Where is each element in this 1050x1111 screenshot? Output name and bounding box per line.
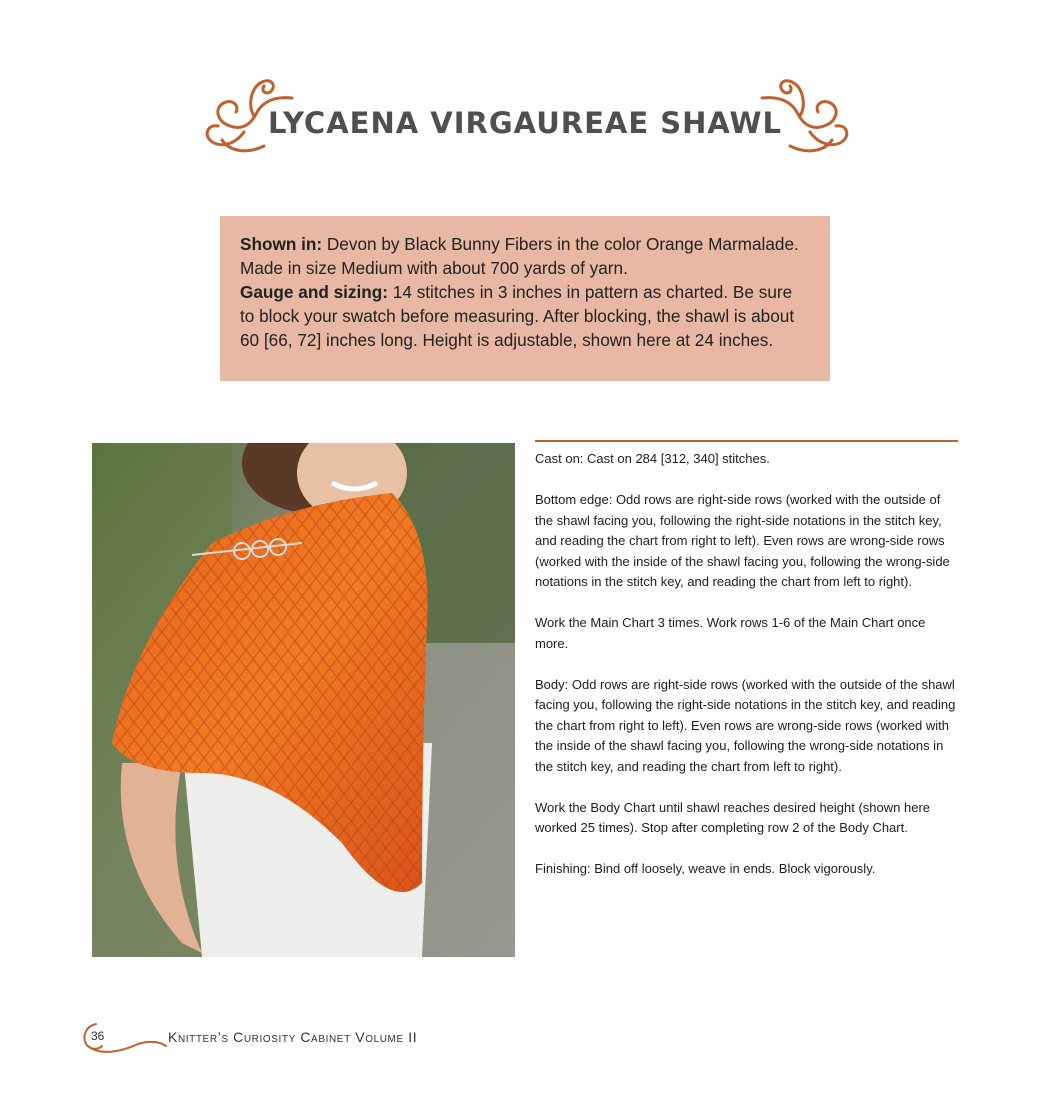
cast-on-paragraph: Cast on: Cast on 284 [312, 340] stitches. bbox=[535, 451, 770, 466]
shawl-photo bbox=[92, 443, 515, 957]
instructions-column bbox=[535, 449, 960, 900]
bottom-edge-paragraph: Bottom edge: Odd rows are right-side rows (worked with the outside of the shawl facing you, following the right-side notations in the stitch key, and reading the chart from right to left). Even rows are wrong-side rows (worked with the inside of the shawl facing you, following the wrong-side notations in the stitch key, and reading the chart from left to right). bbox=[535, 492, 950, 589]
page-number: 36 bbox=[91, 1029, 105, 1043]
shown-in-label: Shown in: bbox=[240, 234, 323, 254]
finishing-paragraph: Finishing: Bind off loosely, weave in ends. Block vigorously. bbox=[535, 861, 876, 876]
running-title: Knitter’s Curiosity Cabinet Volume II bbox=[168, 1029, 418, 1045]
page-footer bbox=[80, 1020, 500, 1060]
section-divider bbox=[535, 440, 958, 442]
shown-in-text: Devon by Black Bunny Fibers in the color Orange Marmalade. Made in size Medium with about 700 yards of yarn. bbox=[240, 234, 799, 278]
title-block bbox=[0, 76, 1050, 156]
pattern-info-box bbox=[220, 216, 830, 381]
gauge-label: Gauge and sizing: bbox=[240, 282, 389, 302]
shown-in-section bbox=[240, 232, 810, 280]
page-title: LYCAENA VIRGAUREAE SHAWL bbox=[268, 106, 782, 140]
body-chart-paragraph: Work the Body Chart until shawl reaches desired height (shown here worked 25 times). Stop after completing row 2 of the Body Chart. bbox=[535, 799, 931, 835]
main-chart-paragraph: Work the Main Chart 3 times. Work rows 1-6 of the Main Chart once more. bbox=[535, 615, 926, 651]
flourish-ornament-icon bbox=[760, 76, 850, 156]
gauge-section bbox=[240, 280, 810, 352]
gauge-text: 14 stitches in 3 inches in pattern as charted. Be sure to block your swatch before measuring. After blocking, the shawl is about 60 [66, 72] inches long. Height is adjustable, shown here at 24 inches. bbox=[240, 282, 795, 350]
body-paragraph: Body: Odd rows are right-side rows (worked with the outside of the shawl facing you, following the right-side notations in the stitch key, and reading the chart from right to left). Even rows are wrong-side rows (worked with the inside of the shawl facing you, following the wrong-side notations in the stitch key, and reading the chart from left to right). bbox=[535, 676, 956, 774]
